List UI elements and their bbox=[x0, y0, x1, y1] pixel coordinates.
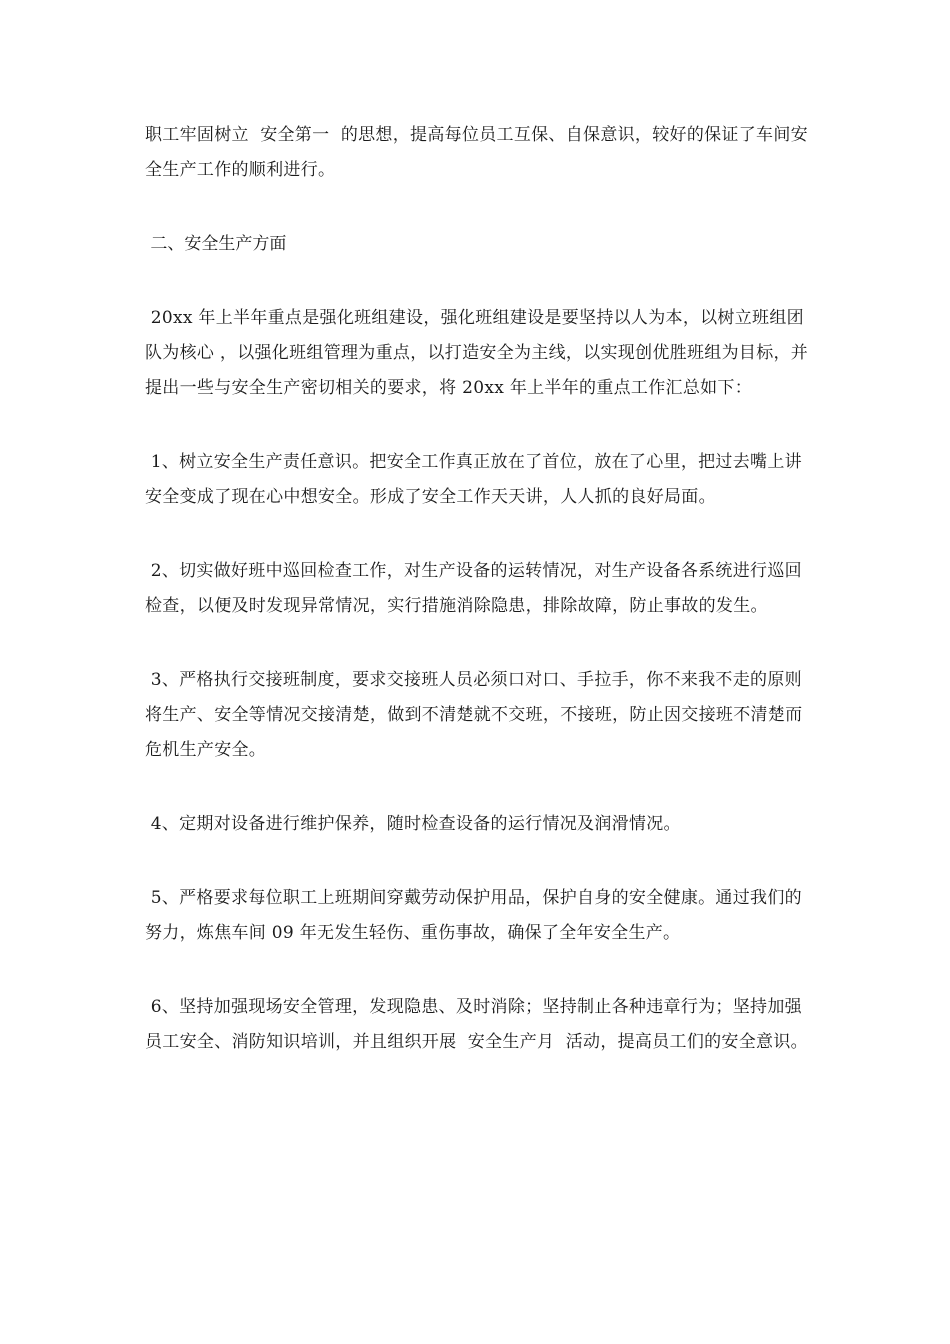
list-item-5: 5、严格要求每位职工上班期间穿戴劳动保护用品，保护自身的安全健康。通过我们的努力，炼焦车间 09 年无发生轻伤、重伤事故，确保了全年安全生产。 bbox=[145, 888, 802, 943]
list-item-3: 3、严格执行交接班制度，要求交接班人员必须口对口、手拉手，你不来我不走的原则将生产、安全等情况交接清楚，做到不清楚就不交班，不接班，防止因交接班不清楚而危机生产安全。 bbox=[145, 670, 803, 760]
list-item-2: 2、切实做好班中巡回检查工作，对生产设备的运转情况，对生产设备各系统进行巡回检查，以便及时发现异常情况，实行措施消除隐患，排除故障，防止事故的发生。 bbox=[145, 561, 802, 616]
document-body bbox=[145, 118, 815, 1099]
paragraph-summary: 20xx 年上半年重点是强化班组建设，强化班组建设是要坚持以人为本，以树立班组团队为核心 ，以强化班组管理为重点，以打造安全为主线，以实现创优胜班组为目标，并提出一些与安全生产密切相关的要求，将 20xx 年上半年的重点工作汇总如下： bbox=[145, 308, 809, 398]
list-item-4: 4、定期对设备进行维护保养，随时检查设备的运行情况及润滑情况。 bbox=[145, 814, 681, 834]
list-item-6: 6、坚持加强现场安全管理，发现隐患、及时消除；坚持制止各种违章行为；坚持加强员工安全、消防知识培训，并且组织开展 安全生产月 活动，提高员工们的安全意识。 bbox=[145, 997, 808, 1052]
list-item-1: 1、树立安全生产责任意识。把安全工作真正放在了首位，放在了心里，把过去嘴上讲安全变成了现在心中想安全。形成了安全工作天天讲，人人抓的良好局面。 bbox=[145, 452, 802, 507]
section-heading: 二、安全生产方面 bbox=[145, 234, 287, 254]
paragraph-intro: 职工牢固树立 安全第一 的思想，提高每位员工互保、自保意识，较好的保证了车间安全生产工作的顺利进行。 bbox=[145, 125, 808, 180]
